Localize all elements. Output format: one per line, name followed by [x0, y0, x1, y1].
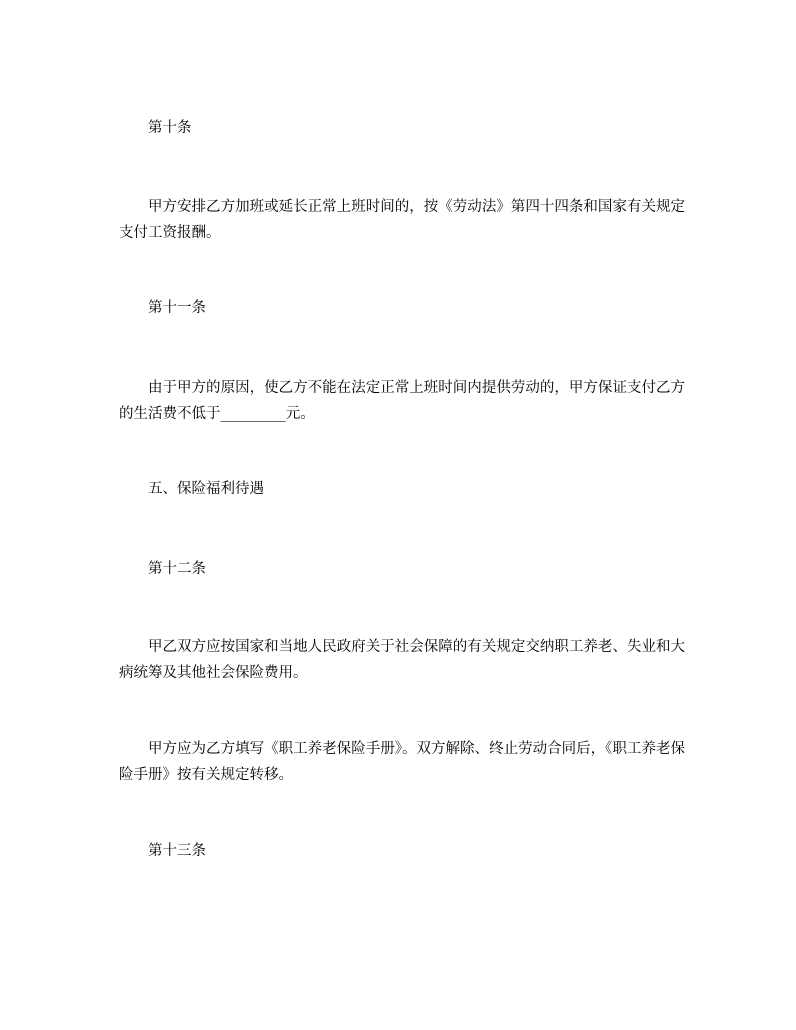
- article-12-text-2: 甲方应为乙方填写《职工养老保险手册》。双方解除、终止劳动合同后，《职工养老保险手册》按有关规定转移。: [119, 741, 685, 783]
- article-10-text: 甲方安排乙方加班或延长正常上班时间的，按《劳动法》第四十四条和国家有关规定支付工资报酬。: [119, 199, 685, 241]
- article-13-heading: 第十三条: [148, 843, 206, 859]
- article-11-heading: 第十一条: [148, 300, 206, 316]
- article-12-text-1: 甲乙双方应按国家和当地人民政府关于社会保障的有关规定交纳职工养老、失业和大病统筹及其他社会保险费用。: [119, 639, 685, 681]
- section-5-heading: 五、保险福利待遇: [148, 481, 264, 497]
- article-11-text: 由于甲方的原因，使乙方不能在法定正常上班时间内提供劳动的，甲方保证支付乙方的生活费不低于_________元。: [119, 380, 685, 422]
- article-12-heading: 第十二条: [148, 561, 206, 577]
- article-10-heading: 第十条: [148, 120, 192, 136]
